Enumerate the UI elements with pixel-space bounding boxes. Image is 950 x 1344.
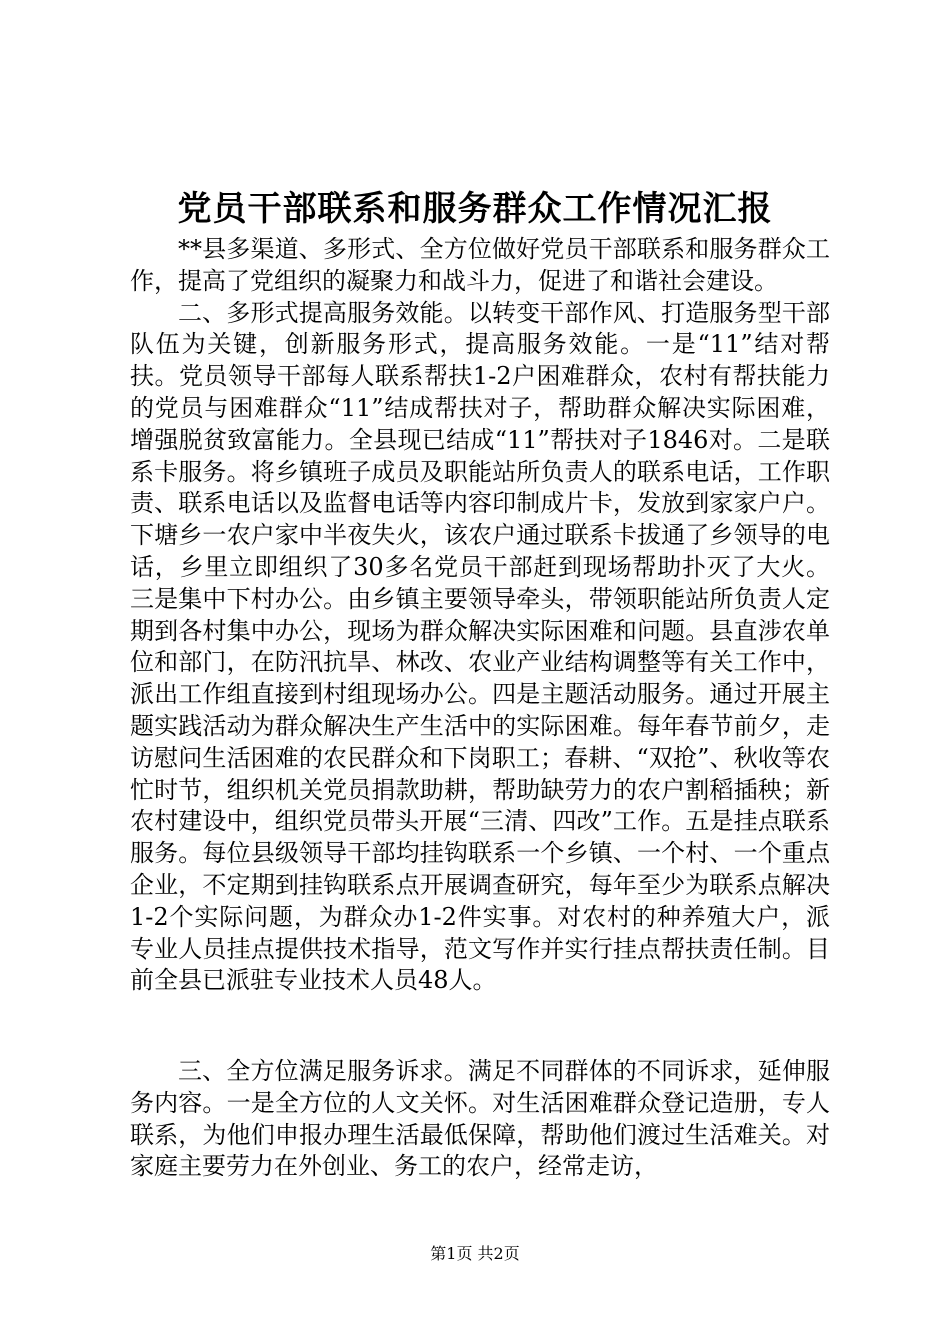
document-body-upper	[130, 234, 830, 997]
paragraph-section-two: 二、多形式提高服务效能。以转变干部作风、打造服务型干部队伍为关键，创新服务形式，提高服务效能。一是“11”结对帮扶。党员领导干部每人联系帮扶1-2户困难群众，农村有帮扶能力的党员与困难群众“11”结成帮扶对子，帮助群众解决实际困难，增强脱贫致富能力。全县现已结成“11”帮扶对子1846对。二是联系卡服务。将乡镇班子成员及职能站所负责人的联系电话，工作职责、联系电话以及监督电话等内容印制成片卡，发放到家家户户。下塘乡一农户家中半夜失火，该农户通过联系卡拔通了乡领导的电话，乡里立即组织了30多名党员干部赶到现场帮助扑灭了大火。三是集中下村办公。由乡镇主要领导牵头，带领职能站所负责人定期到各村集中办公，现场为群众解决实际困难和问题。县直涉农单位和部门，在防汛抗旱、林改、农业产业结构调整等有关工作中，派出工作组直接到村组现场办公。四是主题活动服务。通过开展主题实践活动为群众解决生产生活中的实际困难。每年春节前夕，走访慰问生活困难的农民群众和下岗职工；春耕、“双抢”、秋收等农忙时节，组织机关党员捐款助耕，帮助缺劳力的农户割稻插秧；新农村建设中，组织党员带头开展“三清、四改”工作。五是挂点联系服务。每位县级领导干部均挂钩联系一个乡镇、一个村、一个重点企业，不定期到挂钩联系点开展调查研究，每年至少为联系点解决1-2个实际问题，为群众办1-2件实事。对农村的种养殖大户，派专业人员挂点提供技术指导，范文写作并实行挂点帮扶责任制。目前全县已派驻专业技术人员48人。	[130, 298, 830, 995]
paragraph-intro: **县多渠道、多形式、全方位做好党员干部联系和服务群众工作，提高了党组织的凝聚力和战斗力，促进了和谐社会建设。	[130, 235, 830, 295]
document-body-lower	[130, 1056, 830, 1183]
paragraph-section-three: 三、全方位满足服务诉求。满足不同群体的不同诉求，延伸服务内容。一是全方位的人文关怀。对生活困难群众登记造册，专人联系，为他们申报办理生活最低保障，帮助他们渡过生活难关。对家庭主要劳力在外创业、务工的农户，经常走访，	[130, 1057, 830, 1181]
document-title: 党员干部联系和服务群众工作情况汇报	[177, 189, 773, 229]
page-number-footer: 第1页 共2页	[430, 1244, 520, 1263]
